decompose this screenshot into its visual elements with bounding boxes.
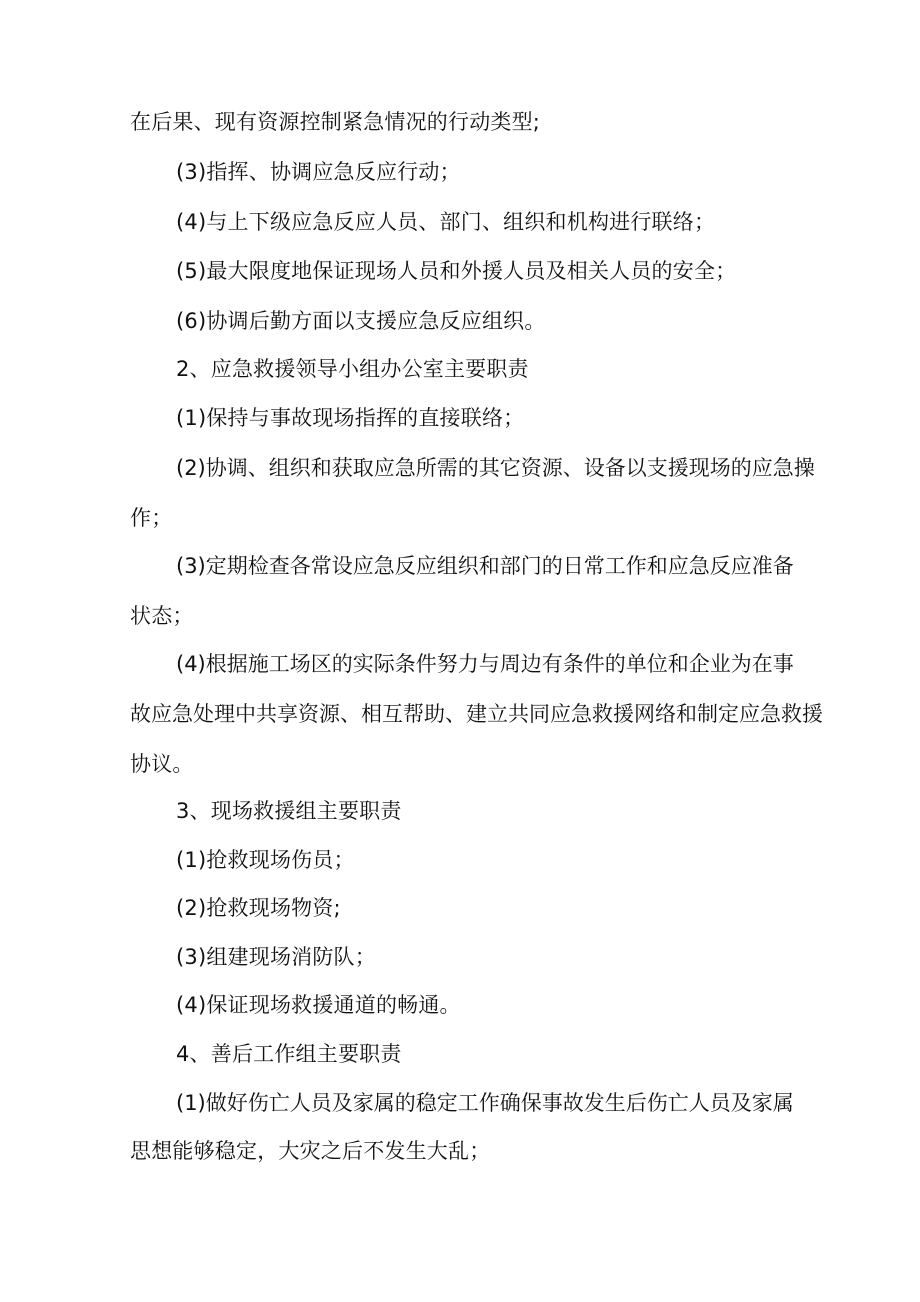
text-line-19: (4)保证现场救援通道的畅通。 — [176, 993, 461, 1017]
text-line-4: (5)最大限度地保证现场人员和外援人员及相关人员的安全； — [176, 259, 737, 283]
text-line-1: 在后果、现有资源控制紧急情况的行动类型; — [130, 110, 541, 134]
text-line-2: (3)指挥、协调应急反应行动； — [176, 160, 461, 184]
text-line-11: 状态； — [130, 604, 194, 628]
text-line-7: (1)保持与事故现场指挥的直接联络； — [176, 406, 525, 430]
text-line-9: 作； — [130, 506, 173, 530]
text-line-13: 故应急处理中共享资源、相互帮助、建立共同应急救援网络和制定应急救援 — [130, 702, 823, 726]
text-line-10: (3)定期检查各常设应急反应组织和部门的日常工作和应急反应准备 — [176, 554, 794, 578]
text-line-5: (6)协调后勤方面以支援应急反应组织。 — [176, 309, 546, 333]
text-line-14: 协议。 — [130, 752, 194, 776]
text-line-17: (2)抢救现场物资; — [176, 896, 341, 920]
text-line-8: (2)协调、组织和获取应急所需的其它资源、设备以支援现场的应急操 — [176, 456, 815, 480]
section-heading-3: 3、现场救援组主要职责 — [176, 799, 402, 823]
text-line-18: (3)组建现场消防队； — [176, 945, 376, 969]
text-line-3: (4)与上下级应急反应人员、部门、组织和机构进行联络； — [176, 210, 716, 234]
text-line-16: (1)抢救现场伤员； — [176, 848, 355, 872]
text-line-12: (4)根据施工场区的实际条件努力与周边有条件的单位和企业为在事 — [176, 652, 794, 676]
section-heading-2: 2、应急救援领导小组办公室主要职责 — [176, 357, 529, 381]
text-line-21: (1)做好伤亡人员及家属的稳定工作确保事故发生后伤亡人员及家属 — [176, 1091, 794, 1115]
section-heading-4: 4、善后工作组主要职责 — [176, 1042, 402, 1066]
text-line-22: 思想能够稳定，大灾之后不发生大乱； — [130, 1139, 491, 1163]
